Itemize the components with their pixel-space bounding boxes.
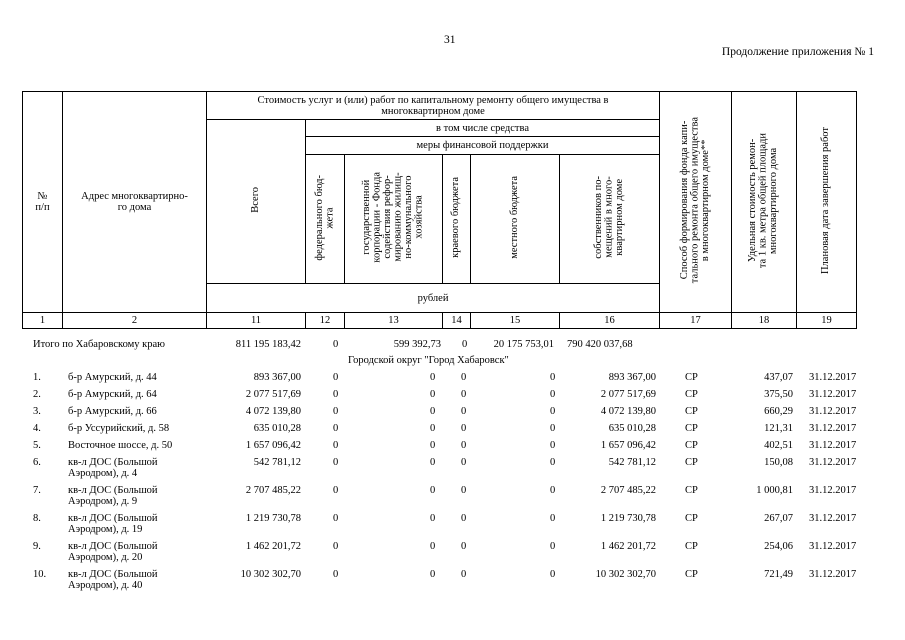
row-regional: 0 (461, 406, 467, 417)
row-number: 8. (33, 513, 41, 524)
column-number-2: 2 (63, 313, 207, 329)
row-number: 5. (33, 440, 41, 451)
row-corporation: 0 (430, 513, 436, 524)
column-number-17: 17 (660, 313, 732, 329)
row-unit-cost: 150,08 (764, 457, 793, 468)
row-corporation: 0 (430, 569, 436, 580)
total-corporation: 599 392,73 (393, 339, 441, 350)
row-date: 31.12.2017 (809, 457, 857, 468)
row-number: 6. (33, 457, 41, 468)
row-number: 9. (33, 541, 41, 552)
row-date: 31.12.2017 (809, 569, 857, 580)
row-local: 0 (550, 569, 556, 580)
row-federal: 0 (333, 569, 339, 580)
row-local: 0 (550, 541, 556, 552)
row-local: 0 (550, 389, 556, 400)
col-address-header: Адрес многоквартирно- го дома (63, 92, 207, 313)
row-federal: 0 (333, 440, 339, 451)
col-corporation-header: государственной корпорации - Фонда содействия рефор- мированию жилищ- но-коммунального хозяйства (345, 155, 443, 284)
row-corporation: 0 (430, 389, 436, 400)
row-unit-cost: 437,07 (764, 372, 793, 383)
row-local: 0 (550, 513, 556, 524)
row-corporation: 0 (430, 440, 436, 451)
row-total: 1 219 730,78 (245, 513, 301, 524)
row-regional: 0 (461, 569, 467, 580)
col-unit-cost-header: Удельная стоимость ремон- та 1 кв. метра общей площади многоквартирного дома (732, 92, 797, 313)
total-amount: 811 195 183,42 (235, 339, 301, 350)
row-regional: 0 (461, 457, 467, 468)
row-federal: 0 (333, 541, 339, 552)
row-address: б-р Амурский, д. 64 (68, 389, 157, 400)
row-total: 1 657 096,42 (245, 440, 301, 451)
row-unit-cost: 254,06 (764, 541, 793, 552)
row-unit-cost: 267,07 (764, 513, 793, 524)
row-number: 10. (33, 569, 47, 580)
row-corporation: 0 (430, 406, 436, 417)
row-address: кв-л ДОС (Большой Аэродром), д. 9 (68, 485, 158, 507)
row-method: СР (685, 440, 698, 451)
row-regional: 0 (461, 389, 467, 400)
row-address: кв-л ДОС (Большой Аэродром), д. 20 (68, 541, 158, 563)
row-regional: 0 (461, 423, 467, 434)
column-number-16: 16 (560, 313, 660, 329)
row-date: 31.12.2017 (809, 541, 857, 552)
column-number-19: 19 (797, 313, 857, 329)
row-federal: 0 (333, 423, 339, 434)
row-local: 0 (550, 485, 556, 496)
row-federal: 0 (333, 389, 339, 400)
row-local: 0 (550, 457, 556, 468)
row-address: кв-л ДОС (Большой Аэродром), д. 4 (68, 457, 158, 479)
row-owners: 2 077 517,69 (600, 389, 656, 400)
row-owners: 893 367,00 (608, 372, 656, 383)
row-federal: 0 (333, 406, 339, 417)
row-address: б-р Амурский, д. 44 (68, 372, 157, 383)
row-owners: 1 462 201,72 (600, 541, 656, 552)
cost-group-header: Стоимость услуг и (или) работ по капитальному ремонту общего имущества в многоквартирном доме (207, 92, 660, 120)
row-owners: 1 657 096,42 (600, 440, 656, 451)
row-unit-cost: 1 000,81 (756, 485, 793, 496)
continuation-title: Продолжение приложения № 1 (721, 46, 874, 58)
row-unit-cost: 121,31 (764, 423, 793, 434)
column-number-15: 15 (471, 313, 560, 329)
column-number-row (23, 313, 857, 329)
row-total: 2 077 517,69 (245, 389, 301, 400)
row-owners: 635 010,28 (608, 423, 656, 434)
row-address: Восточное шоссе, д. 50 (68, 440, 173, 451)
total-regional: 0 (462, 339, 468, 350)
row-address: кв-л ДОС (Большой Аэродром), д. 19 (68, 513, 158, 535)
row-regional: 0 (461, 513, 467, 524)
row-method: СР (685, 513, 698, 524)
row-number: 4. (33, 423, 41, 434)
row-date: 31.12.2017 (809, 513, 857, 524)
row-total: 10 302 302,70 (240, 569, 301, 580)
support-measures-header: меры финансовой поддержки (306, 137, 660, 155)
row-corporation: 0 (430, 541, 436, 552)
row-number: 3. (33, 406, 41, 417)
row-unit-cost: 375,50 (764, 389, 793, 400)
header-table (22, 91, 857, 329)
row-local: 0 (550, 406, 556, 417)
row-federal: 0 (333, 513, 339, 524)
row-method: СР (685, 541, 698, 552)
row-date: 31.12.2017 (809, 372, 857, 383)
row-date: 31.12.2017 (809, 440, 857, 451)
rubles-unit-header: рублей (207, 284, 660, 313)
row-number: 1. (33, 372, 41, 383)
row-owners: 10 302 302,70 (595, 569, 656, 580)
row-regional: 0 (461, 541, 467, 552)
col-no-header: № п/п (23, 92, 63, 313)
row-address: б-р Амурский, д. 66 (68, 406, 157, 417)
row-number: 7. (33, 485, 41, 496)
row-method: СР (685, 389, 698, 400)
row-address: б-р Уссурийский, д. 58 (68, 423, 170, 434)
column-number-18: 18 (732, 313, 797, 329)
col-local-header: местного бюджета (471, 155, 560, 284)
row-local: 0 (550, 423, 556, 434)
total-owners: 790 420 037,68 (567, 339, 633, 350)
row-regional: 0 (461, 440, 467, 451)
row-owners: 542 781,12 (608, 457, 656, 468)
col-owners-header: собственников по- мещений в много- квартирном доме (560, 155, 660, 284)
row-total: 893 367,00 (253, 372, 301, 383)
col-date-header: Плановая дата завершения работ (797, 92, 857, 313)
row-total: 4 072 139,80 (245, 406, 301, 417)
row-local: 0 (550, 372, 556, 383)
row-federal: 0 (333, 485, 339, 496)
row-corporation: 0 (430, 372, 436, 383)
row-number: 2. (33, 389, 41, 400)
row-corporation: 0 (430, 457, 436, 468)
total-local: 20 175 753,01 (493, 339, 554, 350)
total-federal: 0 (333, 339, 339, 350)
row-federal: 0 (333, 457, 339, 468)
including-funds-header: в том числе средства (306, 120, 660, 137)
row-date: 31.12.2017 (809, 389, 857, 400)
row-method: СР (685, 372, 698, 383)
col-total-header: Всего (207, 120, 306, 284)
column-number-1: 1 (23, 313, 63, 329)
col-regional-header: краевого бюджета (443, 155, 471, 284)
row-corporation: 0 (430, 485, 436, 496)
row-owners: 4 072 139,80 (600, 406, 656, 417)
district-title: Городской округ "Город Хабаровск" (348, 355, 509, 366)
row-total: 2 707 485,22 (245, 485, 301, 496)
row-total: 635 010,28 (253, 423, 301, 434)
row-owners: 1 219 730,78 (600, 513, 656, 524)
row-regional: 0 (461, 485, 467, 496)
row-method: СР (685, 569, 698, 580)
column-number-14: 14 (443, 313, 471, 329)
row-regional: 0 (461, 372, 467, 383)
row-method: СР (685, 485, 698, 496)
row-date: 31.12.2017 (809, 423, 857, 434)
row-local: 0 (550, 440, 556, 451)
row-total: 1 462 201,72 (245, 541, 301, 552)
column-number-13: 13 (345, 313, 443, 329)
total-label: Итого по Хабаровскому краю (33, 339, 165, 350)
row-federal: 0 (333, 372, 339, 383)
row-address: кв-л ДОС (Большой Аэродром), д. 40 (68, 569, 158, 591)
col-method-header: Способ формирования фонда капи- тального ремонта общего имущества в многоквартирном доме** (660, 92, 732, 313)
row-method: СР (685, 406, 698, 417)
row-method: СР (685, 457, 698, 468)
column-number-12: 12 (306, 313, 345, 329)
row-date: 31.12.2017 (809, 485, 857, 496)
row-method: СР (685, 423, 698, 434)
row-unit-cost: 402,51 (764, 440, 793, 451)
page-number: 31 (444, 34, 456, 46)
column-number-11: 11 (207, 313, 306, 329)
row-unit-cost: 721,49 (764, 569, 793, 580)
col-federal-header: федерального бюд- жета (306, 155, 345, 284)
row-date: 31.12.2017 (809, 406, 857, 417)
row-total: 542 781,12 (253, 457, 301, 468)
row-owners: 2 707 485,22 (600, 485, 656, 496)
row-corporation: 0 (430, 423, 436, 434)
row-unit-cost: 660,29 (764, 406, 793, 417)
